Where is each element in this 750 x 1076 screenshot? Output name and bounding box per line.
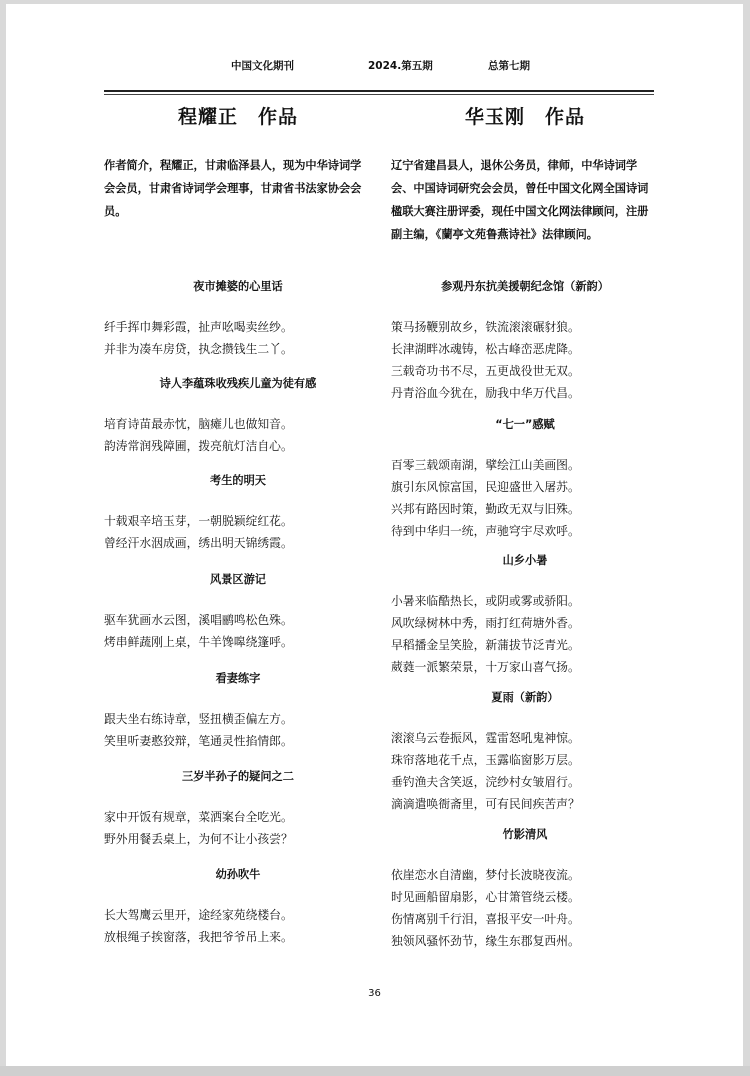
poem-left-3	[104, 470, 372, 554]
poem-line: 跟夫坐右练诗章，竖扭横歪偏左方。	[104, 712, 293, 726]
poem-line: 垂钓渔夫含笑返，浣纱村女皱眉行。	[391, 775, 580, 789]
poem-line: 烤串鲜蔬刚上桌，牛羊馋嗥绕篷呼。	[104, 635, 293, 649]
poem-line: 笑里听妻憨狡辩，笔通灵性掐情郎。	[104, 734, 293, 748]
poem-title: 竹影清风	[502, 828, 548, 841]
bottom-strip	[0, 1066, 750, 1076]
author-title-right: 华玉刚 作品	[464, 106, 585, 128]
page-number: 36	[368, 988, 381, 999]
poem-line: 长大驾鹰云里开，途经家苑绕楼台。	[104, 908, 293, 922]
poem-title: 考生的明天	[210, 474, 266, 487]
poem-line: 珠帘落地花千点，玉露临窗影万层。	[391, 753, 580, 767]
issue-label: 2024.第五期	[368, 60, 433, 72]
author-bio-left: 作者简介，程耀正，甘肃临泽县人，现为中华诗词学会会员，甘肃省诗词学会理事，甘肃省书法家协会会员。	[104, 159, 362, 218]
poem-title: 三岁半孙子的疑问之二	[182, 770, 294, 783]
poem-line: 滴滴遣唤衙斋里，可有民间疾苦声？	[391, 797, 580, 811]
poem-line: 滚滚乌云卷振风，霆雷怒吼鬼神惊。	[391, 731, 580, 745]
poem-left-5	[104, 668, 372, 752]
poem-line: 兴邦有路因时策，勤政无双与旧殊。	[391, 502, 580, 516]
journal-name: 中国文化期刊	[231, 60, 294, 72]
poem-line: 小暑来临酷热长，或阴或雾或骄阳。	[391, 594, 580, 608]
poem-title: 参观丹东抗美援朝纪念馆（新韵）	[441, 280, 609, 293]
poem-line: 家中开饭有规章，菜洒案台全吃光。	[104, 810, 293, 824]
poem-title: 幼孙吹牛	[215, 868, 261, 881]
poem-line: 三载奇功书不尽，五更战役世无双。	[391, 364, 580, 378]
poem-line: 长津湖畔冰魂铸，松古峰峦恶虎降。	[391, 342, 580, 356]
poem-right-3	[391, 550, 659, 678]
poem-title: 夏雨（新韵）	[491, 691, 559, 704]
poem-line: 旗引东风惊富国，民迎盛世入屠苏。	[391, 480, 580, 494]
poem-title: 山乡小暑	[502, 554, 548, 567]
poem-line: 驱车犹画水云图，溪唱鹂鸣松色殊。	[104, 613, 293, 627]
poem-line: 待到中华归一统，声驰穹宇尽欢呼。	[391, 524, 580, 538]
poem-line: 放根绳子挨窗落，我把爷爷吊上来。	[104, 930, 293, 944]
journal-page	[6, 4, 743, 1066]
poem-line: 风吹绿树林中秀，雨打红荷塘外香。	[391, 616, 580, 630]
poem-line: 早稻播金呈笑脸，新蒲拔节泛青光。	[391, 638, 580, 652]
poem-line: 十载艰辛培玉芽，一朝脱颖绽红花。	[104, 514, 293, 528]
poem-line: 葳蕤一派繁荣景，十万家山喜气扬。	[391, 660, 580, 674]
poem-left-6	[104, 766, 372, 850]
author-bio-right: 辽宁省建昌县人，退休公务员，律师，中华诗词学会、中国诗词研究会会员，曾任中国文化网全国诗词楹联大赛注册评委，现任中国文化网法律顾问，注册副主编，《蘭亭文苑鲁燕诗社》法律顾问。	[391, 159, 649, 241]
poem-title: 诗人李蕴珠收残疾儿童为徒有感	[159, 377, 317, 390]
poem-left-1	[104, 276, 372, 360]
poem-right-1	[391, 276, 659, 404]
poem-line: 伤情离别千行泪，喜报平安一叶舟。	[391, 912, 580, 926]
poem-left-7	[104, 864, 372, 948]
poem-line: 并非为凑车房贷，执念攒钱生二丫。	[104, 342, 293, 356]
poem-right-4	[391, 687, 659, 815]
poem-right-2	[391, 414, 659, 542]
poem-line: 韵涛常润残障圃，拨亮航灯洁自心。	[104, 439, 293, 453]
poem-line: 丹青浴血今犹在，励我中华万代昌。	[391, 386, 580, 400]
page-header	[6, 58, 743, 78]
header-rule-thin	[104, 94, 654, 95]
poem-right-5	[391, 824, 659, 952]
poem-line: 培育诗苗最赤忱，脑瘫儿也做知音。	[104, 417, 293, 431]
poem-title: 夜市摊婆的心里话	[193, 280, 283, 293]
header-rule	[104, 90, 654, 92]
poem-line: 野外用餐丢桌上，为何不让小孩尝？	[104, 832, 293, 846]
poem-line: 曾经汗水洇成画，绣出明天锦绣霞。	[104, 536, 293, 550]
poem-left-2	[104, 373, 372, 457]
poem-left-4	[104, 569, 372, 653]
author-title-left: 程耀正 作品	[177, 106, 298, 128]
total-issue-label: 总第七期	[488, 60, 530, 72]
poem-line: 独领风骚怀劲节，缘生东郡复西州。	[391, 934, 580, 948]
poem-line: 纤手挥巾舞彩霞，扯声吆喝卖丝纱。	[104, 320, 293, 334]
poem-title: “七一”感赋	[495, 418, 555, 431]
poem-line: 策马扬鞭别故乡，铁流滚滚碾豺狼。	[391, 320, 580, 334]
poem-title: 风景区游记	[210, 573, 266, 586]
poem-line: 时见画船留扇影，心甘箫管绕云楼。	[391, 890, 580, 904]
poem-line: 依崖恋水自清幽，梦付长波晓夜流。	[391, 868, 580, 882]
poem-line: 百零三载颂南湖，擘绘江山美画图。	[391, 458, 580, 472]
poem-title: 看妻练字	[215, 672, 261, 685]
